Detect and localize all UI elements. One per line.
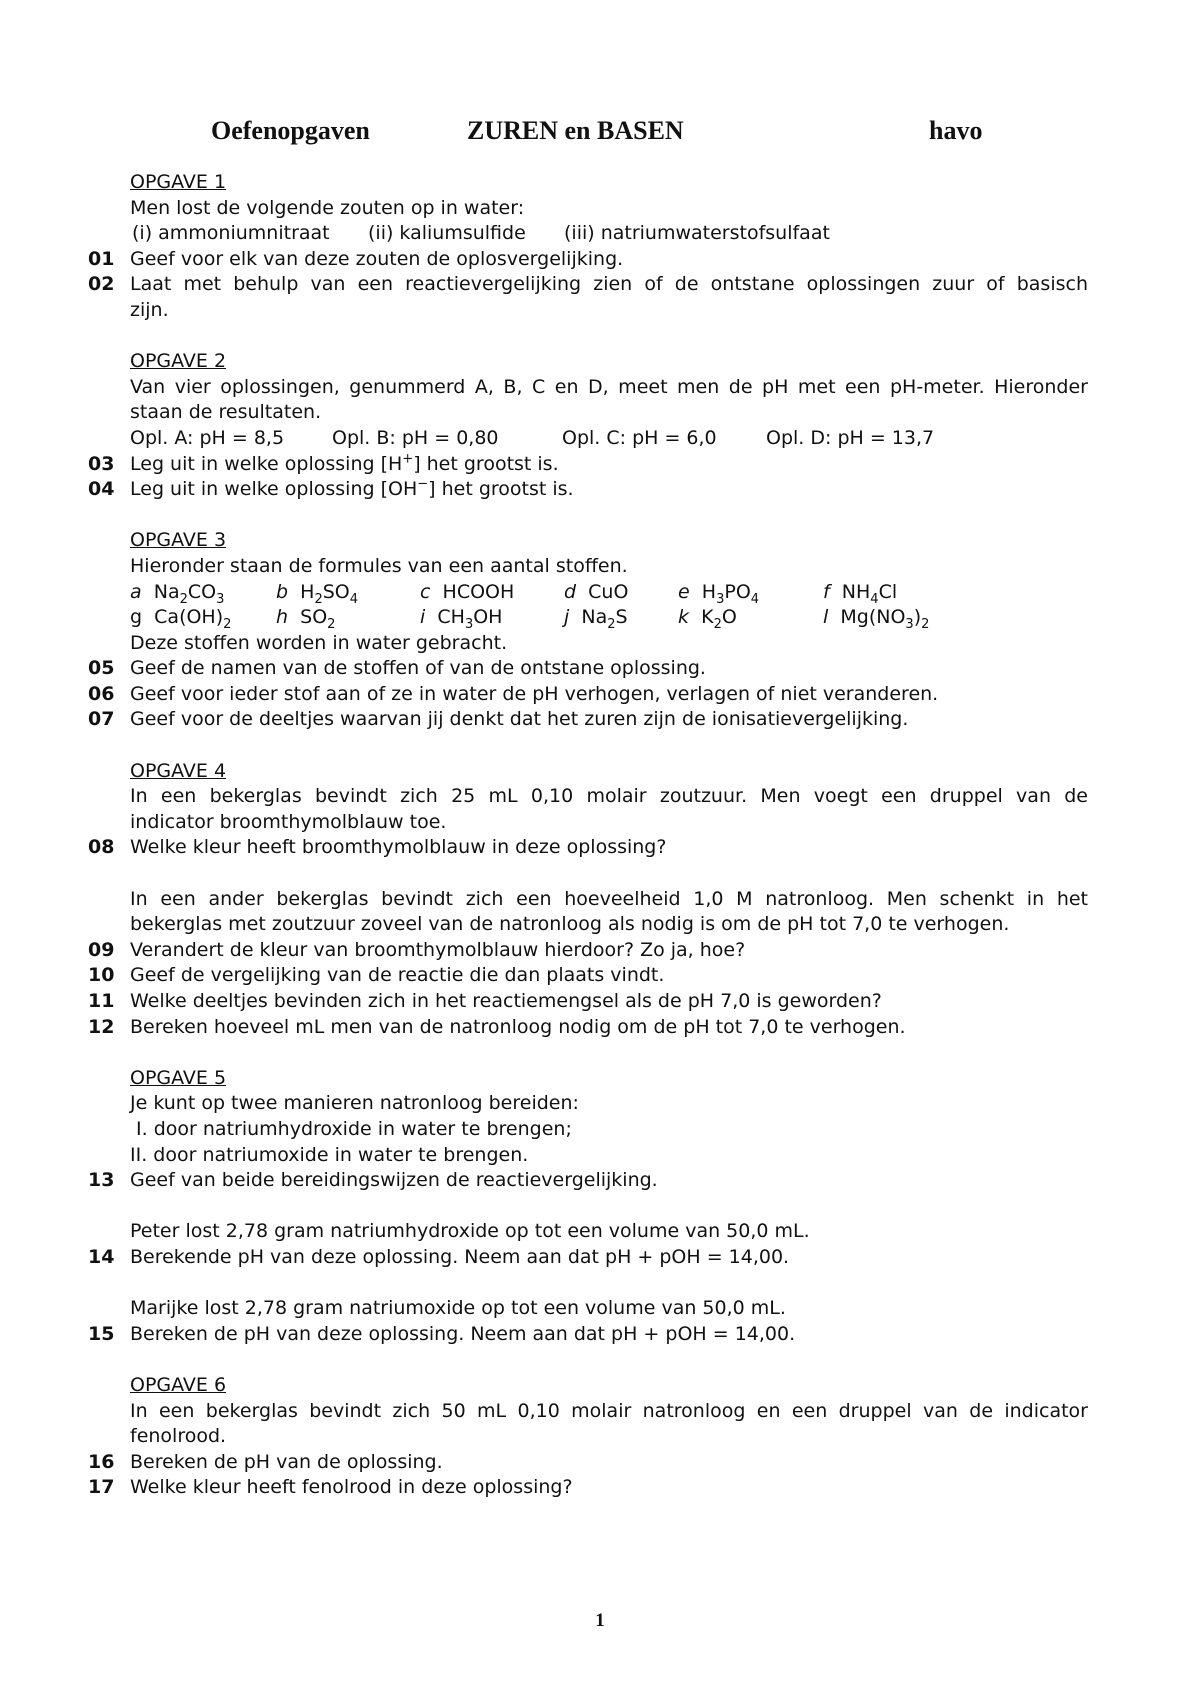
- exercise-6-intro: In een bekerglas bevindt zich 50 mL 0,10 molair natronloog en een druppel van de indicator: [130, 1399, 1088, 1422]
- salt-ii: (ii) kaliumsulfide: [368, 222, 526, 245]
- question-01: 01 Geef voor elk van deze zouten de oplosvergelijking.: [88, 247, 624, 270]
- page-title: [0, 116, 1200, 156]
- exercise-1-salts: [88, 221, 1088, 247]
- question-10: 10 Geef de vergelijking van de reactie die dan plaats vindt.: [88, 964, 665, 987]
- exercise-6-heading: OPGAVE 6: [130, 1373, 227, 1396]
- exercise-4-heading: OPGAVE 4: [130, 759, 227, 782]
- result-d: Opl. D: pH = 13,7: [766, 426, 935, 449]
- exercise-6-intro-cont: fenolrood.: [130, 1425, 227, 1448]
- question-17: 17 Welke kleur heeft fenolrood in deze oplossing?: [88, 1476, 573, 1499]
- title-right: havo: [929, 116, 983, 145]
- question-04: 04 Leg uit in welke oplossing [OH−] het grootst is.: [88, 476, 574, 501]
- exercise-4-intro-cont: indicator broomthymolblauw toe.: [130, 810, 447, 833]
- exercise-4-para: In een ander bekerglas bevindt zich een hoeveelheid 1,0 M natronloog. Men schenkt in het: [130, 887, 1088, 910]
- question-06: 06 Geef voor ieder stof aan of ze in water de pH verhogen, verlagen of niet veranderen.: [88, 682, 939, 705]
- method-1: I. door natriumhydroxide in water te brengen;: [130, 1117, 572, 1140]
- exercise-5-marijke: Marijke lost 2,78 gram natriumoxide op tot een volume van 50,0 mL.: [130, 1297, 786, 1320]
- exercise-2-intro-cont: staan de resultaten.: [130, 401, 322, 424]
- question-13: 13 Geef van beide bereidingswijzen de reactievergelijking.: [88, 1169, 658, 1192]
- question-02-cont: zijn.: [130, 298, 169, 321]
- exercise-4-para-cont: bekerglas met zoutzuur zoveel van de natronloog als nodig is om de pH tot 7,0 te verhogen.: [130, 913, 1010, 936]
- salt-iii: (iii) natriumwaterstofsulfaat: [564, 222, 830, 245]
- exercise-4-intro: In een bekerglas bevindt zich 25 mL 0,10 molair zoutzuur. Men voegt een druppel van de: [130, 785, 1088, 808]
- question-08: 08 Welke kleur heeft broomthymolblauw in deze oplossing?: [88, 836, 667, 859]
- exercise-3-intro: Hieronder staan de formules van een aantal stoffen.: [130, 554, 628, 577]
- question-14: 14 Berekende pH van deze oplossing. Neem aan dat pH + pOH = 14,00.: [88, 1245, 790, 1268]
- exercise-3-after: Deze stoffen worden in water gebracht.: [130, 631, 508, 654]
- exercise-3-heading: OPGAVE 3: [130, 529, 227, 552]
- exercise-2-heading: OPGAVE 2: [130, 350, 227, 373]
- question-05: 05 Geef de namen van de stoffen of van de ontstane oplossing.: [88, 657, 706, 680]
- exercise-5-peter: Peter lost 2,78 gram natriumhydroxide op tot een volume van 50,0 mL.: [130, 1220, 810, 1243]
- question-15: 15 Bereken de pH van deze oplossing. Neem aan dat pH + pOH = 14,00.: [88, 1322, 796, 1345]
- question-11: 11 Welke deeltjes bevinden zich in het reactiemengsel als de pH 7,0 is geworden?: [88, 990, 882, 1012]
- title-left: Oefenopgaven: [211, 116, 370, 145]
- question-03: 03 Leg uit in welke oplossing [H+] het grootst is.: [88, 451, 559, 475]
- title-center: ZUREN en BASEN: [467, 116, 684, 145]
- exercise-1-intro: Men lost de volgende zouten op in water:: [130, 196, 525, 219]
- exercise-5-heading: OPGAVE 5: [130, 1066, 227, 1089]
- question-09: 09 Verandert de kleur van broomthymolblauw hierdoor? Zo ja, hoe?: [88, 938, 746, 961]
- exercise-list: [88, 170, 1088, 1501]
- exercise-1-heading: OPGAVE 1: [130, 171, 227, 193]
- result-b: Opl. B: pH = 0,80: [332, 426, 499, 449]
- salt-i: (i) ammoniumnitraat: [132, 222, 330, 245]
- result-c: Opl. C: pH = 6,0: [562, 426, 717, 449]
- exercise-2-intro: Van vier oplossingen, genummerd A, B, C en D, meet men de pH met een pH-meter. Hieronder: [130, 375, 1088, 398]
- exercise-2-results: [88, 426, 1088, 452]
- question-02: 02 Laat met behulp van een reactievergelijking zien of de ontstane oplossingen zuur of basisch: [88, 273, 1088, 296]
- question-16: 16 Bereken de pH van de oplossing.: [88, 1450, 443, 1473]
- exercise-5-intro: Je kunt op twee manieren natronloog bereiden:: [130, 1092, 579, 1115]
- question-12: 12 Bereken hoeveel mL men van de natronloog nodig om de pH tot 7,0 te verhogen.: [88, 1015, 906, 1038]
- question-07: 07 Geef voor de deeltjes waarvan jij denkt dat het zuren zijn de ionisatievergelijking.: [88, 708, 909, 731]
- page-number: 1: [595, 1610, 605, 1631]
- formula-row-1: a $Na_2CO_3$ b $H_2SO_4$ c HCOOH d CuO e $H_3PO_4$ f $NH_4Cl$: [130, 580, 898, 607]
- method-2: II. door natriumoxide in water te brengen.: [130, 1143, 529, 1166]
- formula-row-2: g $Ca(OH)_2$ h $SO_2$ i $CH_3OH$ j $Na_2S$ k $K_2O$ l $Mg(NO_3)_2$: [130, 606, 930, 632]
- result-a: Opl. A: pH = 8,5: [130, 426, 285, 449]
